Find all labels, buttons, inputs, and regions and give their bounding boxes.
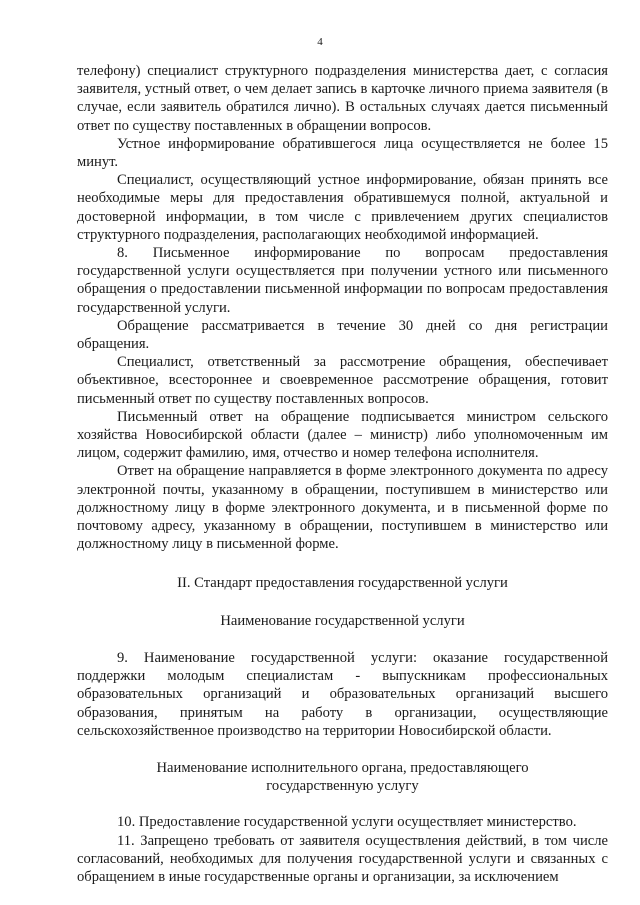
subheading-executive-body-line2: государственную услугу bbox=[266, 778, 419, 795]
page-number: 4 bbox=[317, 36, 323, 48]
paragraph-phone-answer: телефону) специалист структурного подразделения министерства дает, с согласия заявителя, устный ответ, о чем делает запись в карточке личного приема заявителя (в случае, если заявитель обратился лично). В остальных случаях дается письменный ответ по существу поставленных в обращении вопросов. bbox=[77, 63, 608, 134]
paragraph-oral-specialist: Специалист, осуществляющий устное информирование, обязан принять все необходимые меры для предоставления обратившемуся полной, актуальной и достоверной информации, в том числе с привлечением других специалистов структурного подразделения, располагающих необходимой информацией. bbox=[77, 172, 608, 243]
paragraph-item-11: 11. Запрещено требовать от заявителя осуществления действий, в том числе согласований, необходимых для получения государственной услуги и связанных с обращением в иные государственные органы и организации, за исключением bbox=[77, 832, 608, 885]
subheading-executive-body-line1: Наименование исполнительного органа, предоставляющего bbox=[156, 759, 529, 776]
section-heading: II. Стандарт предоставления государственной услуги bbox=[177, 575, 508, 592]
paragraph-item-9: 9. Наименование государственной услуги: оказание государственной поддержки молодым специалистам - выпускникам профессиональных образовательных организаций и образовательных организаций высшего образования, принятым на работу в организации, осуществляющие сельскохозяйственное производство на территории Новосибирской области. bbox=[77, 649, 608, 739]
paragraph-responsible-specialist: Специалист, ответственный за рассмотрение обращения, обеспечивает объективное, всестороннее и своевременное рассмотрение обращения, готовит письменный ответ по существу поставленных вопросов. bbox=[77, 354, 608, 407]
paragraph-oral-duration: Устное информирование обратившегося лица осуществляется не более 15 минут. bbox=[77, 135, 608, 171]
subheading-service-name: Наименование государственной услуги bbox=[220, 612, 465, 629]
paragraph-review-period: Обращение рассматривается в течение 30 дней со дня регистрации обращения. bbox=[77, 317, 608, 353]
paragraph-response-delivery: Ответ на обращение направляется в форме электронного документа по адресу электронной почты, указанному в обращении, поступившем в министерство или должностному лицу в форме электронного документа, и в письменной форме по почтовому адресу, указанному в обращении, поступившем в министерство или должностному лицу в письменной форме. bbox=[77, 463, 608, 553]
paragraph-item-10: 10. Предоставление государственной услуги осуществляет министерство. bbox=[117, 814, 577, 831]
paragraph-signature: Письменный ответ на обращение подписывается министром сельского хозяйства Новосибирской области (далее – министр) либо уполномоченным им лицом, содержит фамилию, имя, отчество и номер телефона исполнителя. bbox=[77, 408, 608, 462]
document-body bbox=[77, 62, 608, 886]
paragraph-item-8: 8. Письменное информирование по вопросам предоставления государственной услуги осуществляется при получении устного или письменного обращения о предоставлении письменной информации по вопросам предоставления государственной услуги. bbox=[77, 245, 608, 316]
